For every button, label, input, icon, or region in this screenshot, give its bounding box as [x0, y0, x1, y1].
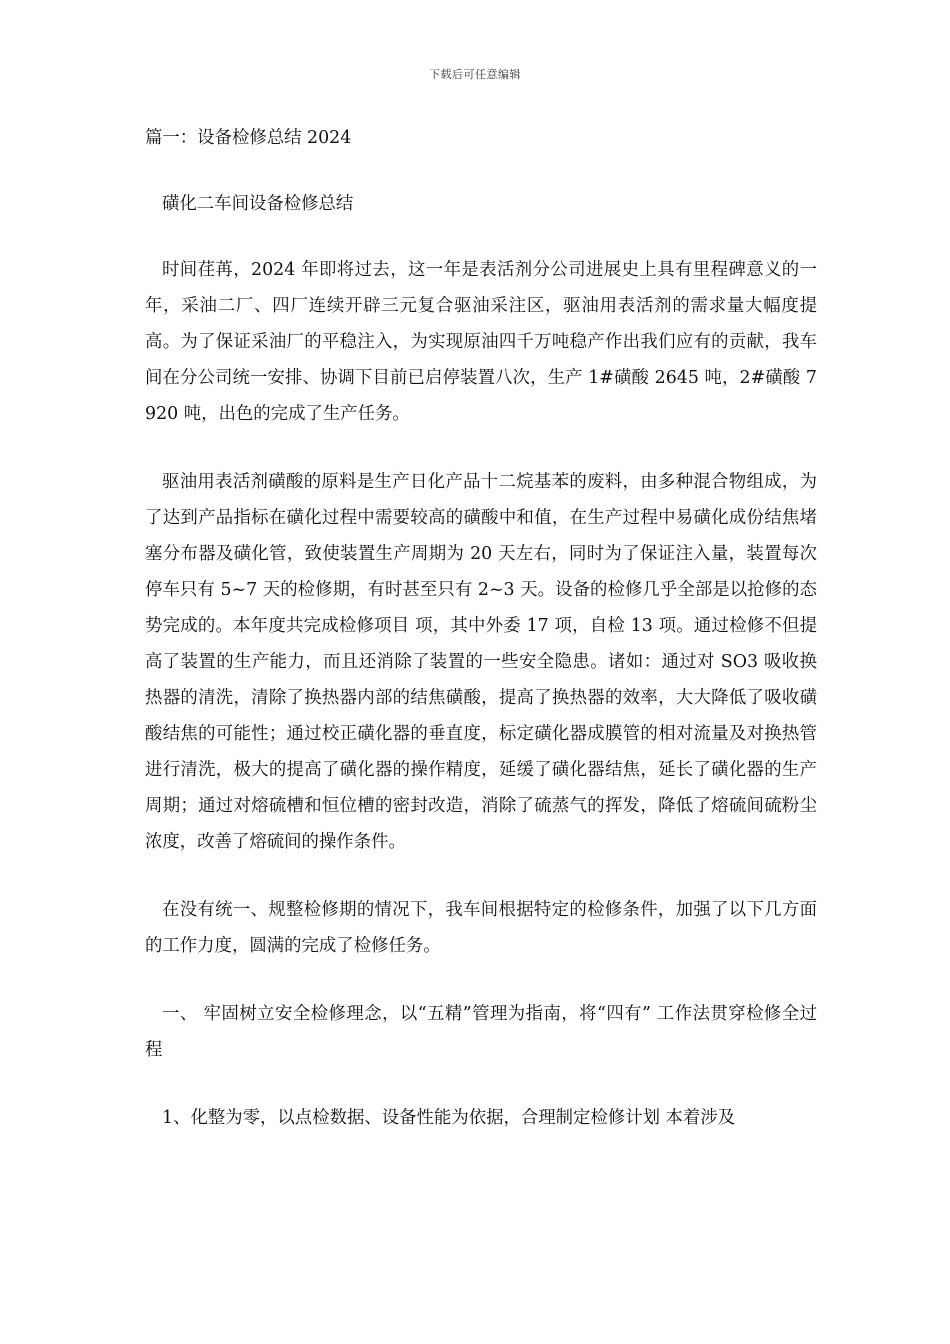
page-header: 下载后可任意编辑 [429, 68, 521, 81]
paragraph-item-1: 1、化整为零，以点检数据、设备性能为依据，合理制定检修计划 本着涉及 [162, 1108, 736, 1128]
document-subtitle: 磺化二车间设备检修总结 [162, 194, 354, 214]
document-body [145, 120, 817, 1168]
paragraph-summary: 在没有统一、规整检修期的情况下，我车间根据特定的检修条件，加强了以下几方面的工作力度，圆满的完成了检修任务。 [145, 900, 817, 956]
section-heading-1: 一、 牢固树立安全检修理念，以“五精”管理为指南，将“四有” 工作法贯穿检修全过程 [145, 1004, 817, 1060]
paragraph-raw-material: 驱油用表活剂磺酸的原料是生产日化产品十二烷基苯的废料，由多种混合物组成，为了达到产品指标在磺化过程中需要较高的磺酸中和值，在生产过程中易磺化成份结焦堵塞分布器及磺化管，致使装置生产周期为 20 天左右，同时为了保证注入量，装置每次停车只有 5~7 天的检修期，有时甚至只有 2~3 天。设备的检修几乎全部是以抢修的态势完成的。本年度共完成检修项目 项，其中外委 17 项，自检 13 项。通过检修不但提高了装置的生产能力，而且还消除了装置的一些安全隐患。诸如：通过对 SO3 吸收换热器的清洗，清除了换热器内部的结焦磺酸，提高了换热器的效率，大大降低了吸收磺酸结焦的可能性；通过校正磺化器的垂直度，标定磺化器成膜管的相对流量及对换热管进行清洗，极大的提高了磺化器的操作精度，延缓了磺化器结焦，延长了磺化器的生产周期；通过对熔硫槽和恒位槽的密封改造，消除了硫蒸气的挥发，降低了熔硫间硫粉尘浓度，改善了熔硫间的操作条件。 [145, 472, 817, 852]
paragraph-intro: 时间荏苒，2024 年即将过去，这一年是表活剂分公司进展史上具有里程碑意义的一年，采油二厂、四厂连续开辟三元复合驱油采注区，驱油用表活剂的需求量大幅度提高。为了保证采油厂的平稳注入，为实现原油四千万吨稳产作出我们应有的贡献，我车间在分公司统一安排、协调下目前已启停装置八次，生产 1#磺酸 2645 吨，2#磺酸 7920 吨，出色的完成了生产任务。 [145, 260, 817, 424]
document-title: 篇一：设备检修总结 2024 [145, 128, 352, 148]
